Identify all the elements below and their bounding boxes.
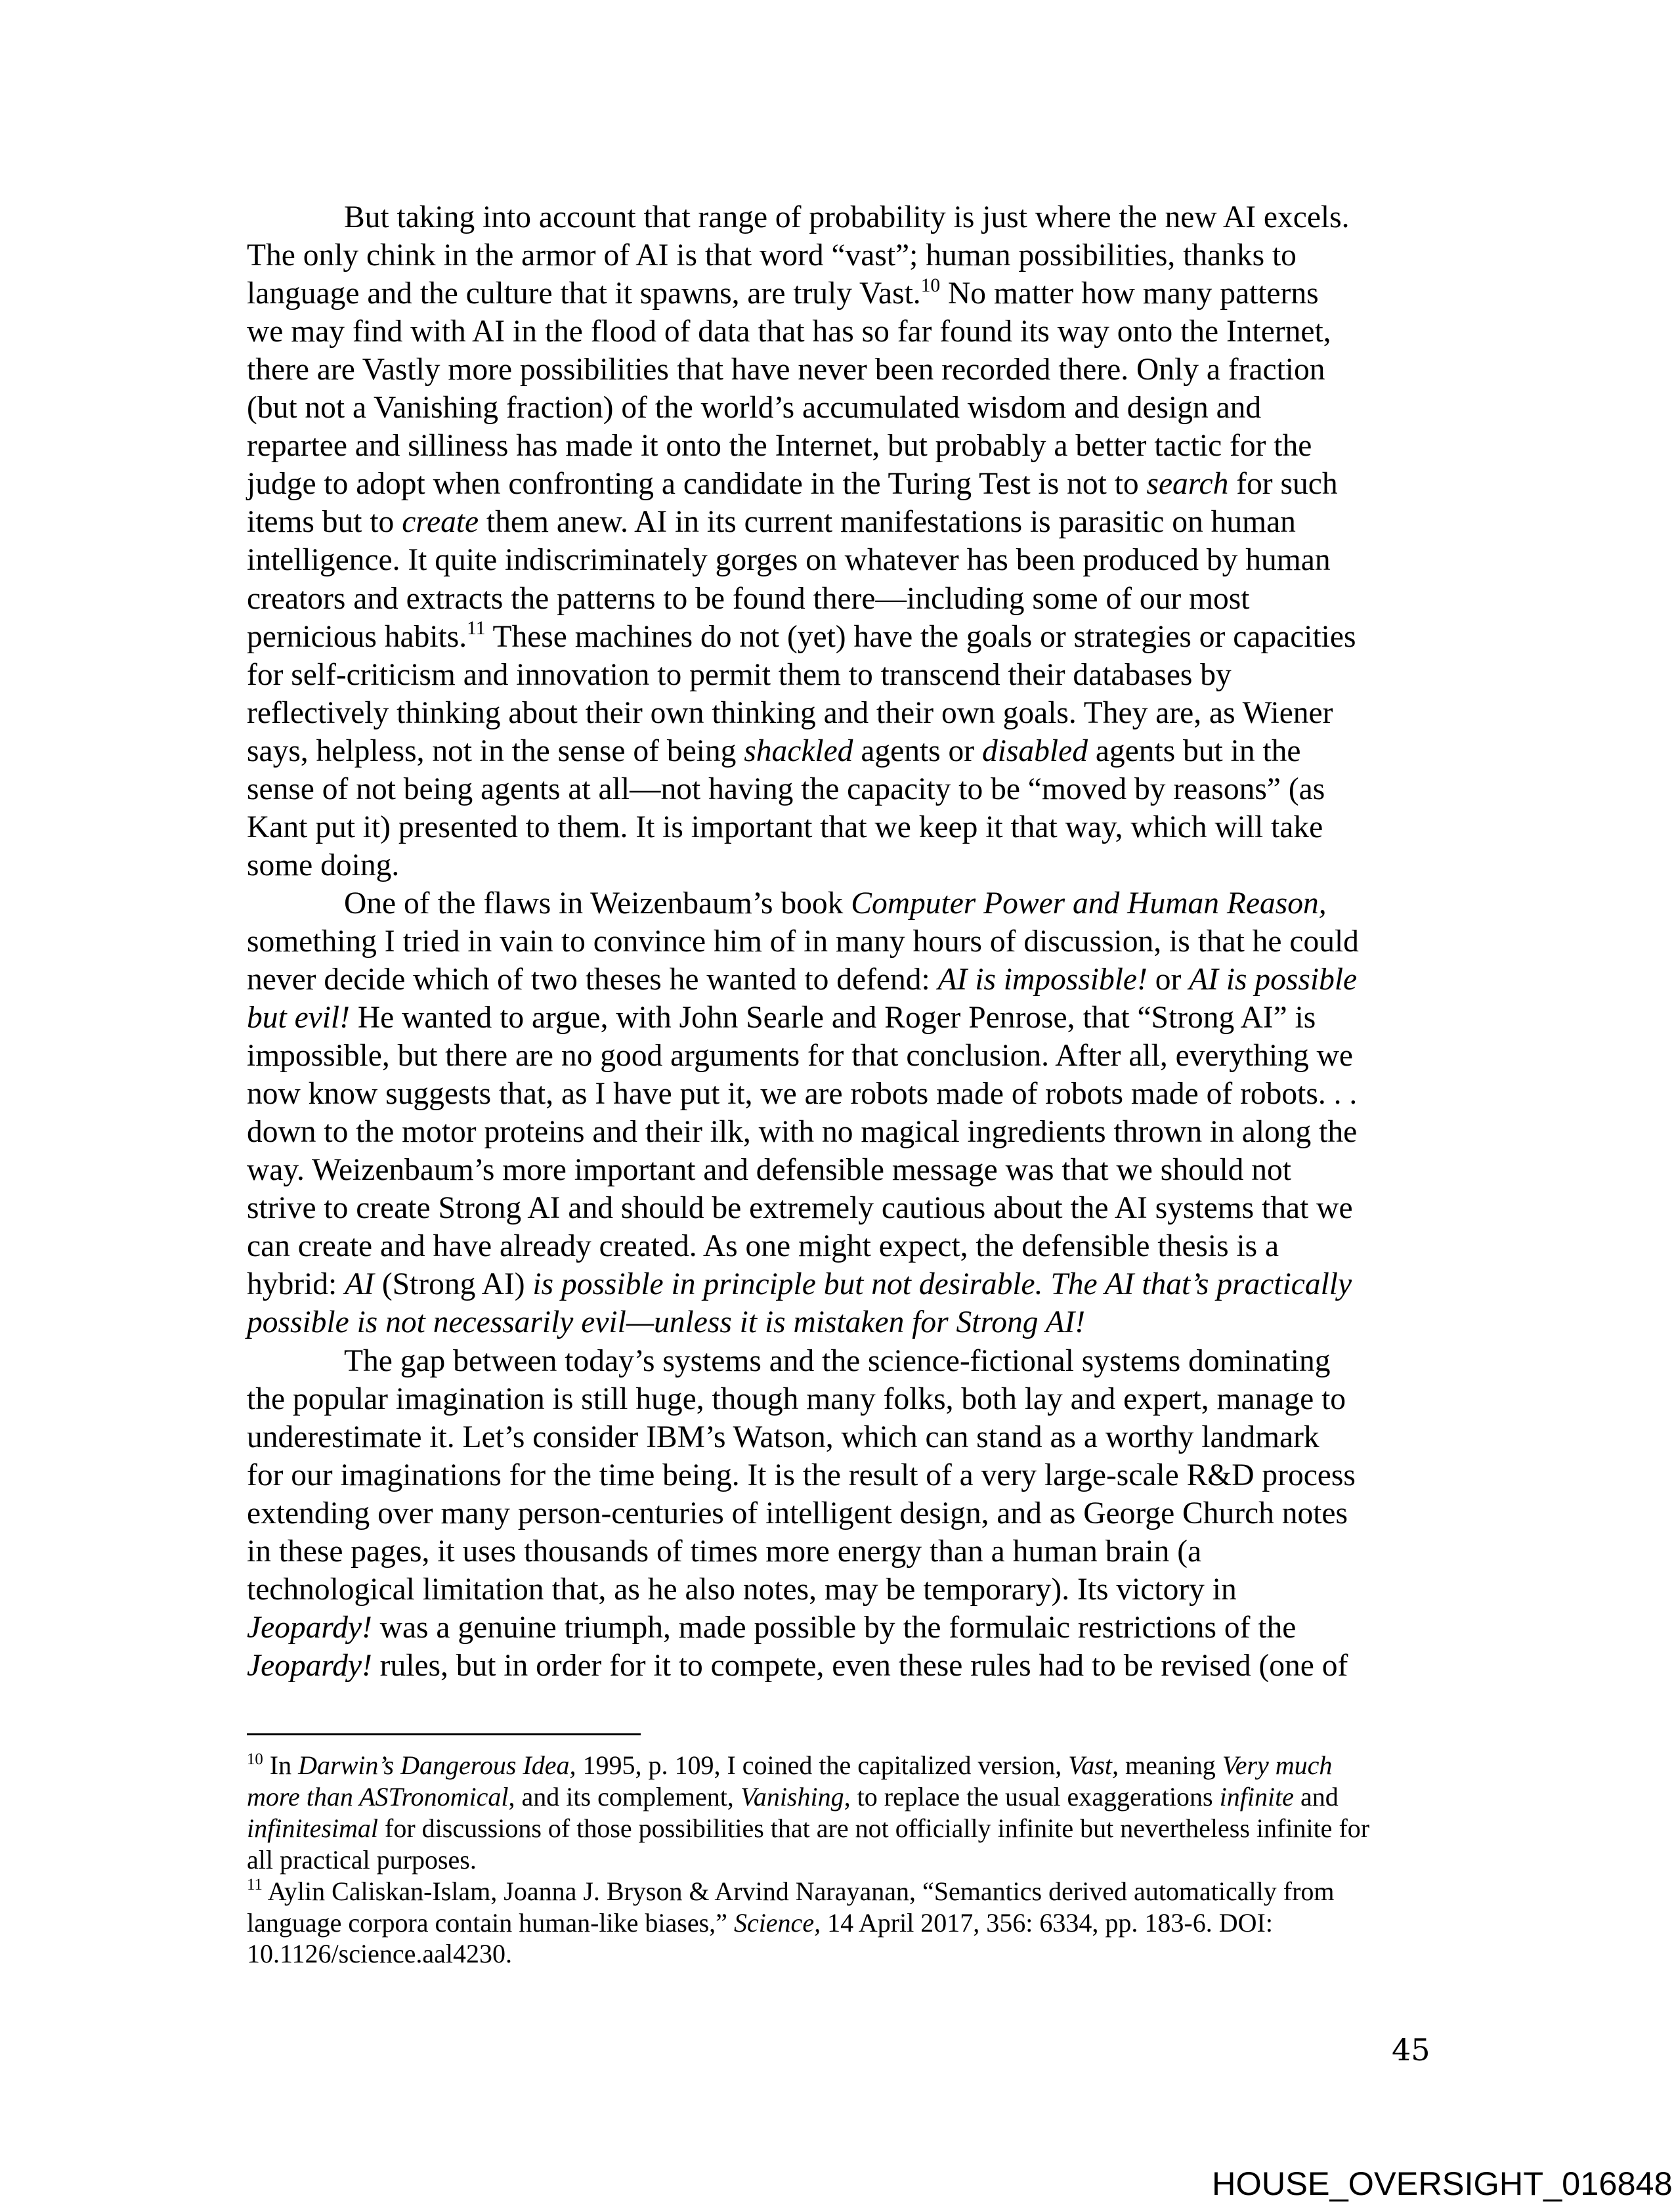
text-run: rules, but in order for it to compete, even these rules had to be revised (one of — [372, 1648, 1348, 1683]
text-run: (Strong AI) — [374, 1267, 533, 1302]
italic-text: AI — [345, 1267, 374, 1302]
body-line — [247, 236, 1297, 274]
body-line — [247, 1571, 1237, 1609]
text-run: the popular imagination is still huge, though many folks, both lay and expert, manage to — [247, 1381, 1346, 1416]
text-run: in these pages, it uses thousands of times more energy than a human brain (a — [247, 1534, 1202, 1569]
text-run: These machines do not (yet) have the goals or strategies or capacities — [485, 619, 1356, 654]
italic-text: Computer Power and Human Reason, — [851, 886, 1327, 921]
footnote-marker: 11 — [247, 1876, 263, 1894]
body-line — [247, 1151, 1291, 1189]
body-line — [247, 1456, 1356, 1494]
text-run: agents but in the — [1087, 733, 1301, 768]
text-run: says, helpless, not in the sense of being — [247, 733, 744, 768]
text-run: (but not a Vanishing fraction) of the world’s accumulated wisdom and design and — [247, 391, 1262, 425]
italic-text: Science, — [733, 1907, 821, 1938]
text-run: extending over many person-centuries of intelligent design, and as George Church notes — [247, 1496, 1348, 1530]
footnote-line — [247, 1813, 1369, 1844]
italic-text: create — [402, 505, 479, 540]
text-run: all practical purposes. — [247, 1844, 477, 1875]
italic-text: is possible in principle but not desirable. The AI that’s practically — [532, 1267, 1352, 1302]
body-line — [247, 351, 1325, 389]
text-run: technological limitation that, as he also notes, may be temporary). Its victory in — [247, 1572, 1237, 1607]
text-run: intelligence. It quite indiscriminately gorges on whatever has been produced by human — [247, 543, 1331, 578]
bates-stamp: HOUSE_OVERSIGHT_016848 — [1212, 2165, 1673, 2202]
text-run: The gap between today’s systems and the science-fictional systems dominating — [344, 1343, 1331, 1378]
text-run: 1995, p. 109, I coined the capitalized version, — [576, 1750, 1069, 1780]
italic-text: more than ASTronomical — [247, 1781, 509, 1811]
footnote-marker: 11 — [467, 618, 486, 640]
body-line — [247, 503, 1296, 541]
body-line — [247, 961, 1357, 999]
text-run: He wanted to argue, with John Searle and Roger Penrose, that “Strong AI” is — [349, 1001, 1316, 1035]
text-run: sense of not being agents at all—not having the capacity to be “moved by reasons” (as — [247, 771, 1325, 806]
text-run: them anew. AI in its current manifestations is parasitic on human — [479, 505, 1296, 540]
body-line — [247, 732, 1300, 770]
body-line — [247, 999, 1316, 1037]
text-run: never decide which of two theses he wanted to defend: — [247, 963, 938, 997]
body-line — [247, 770, 1325, 808]
footnote-line — [247, 1781, 1339, 1813]
text-run: language corpora contain human-like biases,” — [247, 1907, 734, 1938]
text-run: reflectively thinking about their own thinking and their own goals. They are, as Wiener — [247, 695, 1333, 730]
text-run: pernicious habits. — [247, 619, 467, 654]
text-run: or — [1147, 963, 1190, 997]
body-line — [247, 1418, 1320, 1456]
italic-text: Vanishing, — [740, 1781, 851, 1811]
footnote-line — [247, 1938, 512, 1970]
italic-text: but evil! — [247, 1001, 350, 1035]
italic-text: infinite — [1219, 1781, 1294, 1811]
body-line — [247, 1380, 1346, 1418]
text-run: repartee and silliness has made it onto the Internet, but probably a better tactic for the — [247, 429, 1312, 464]
text-run: something I tried in vain to convince him of in many hours of discussion, is that he could — [247, 924, 1359, 959]
italic-text: Darwin’s Dangerous Idea, — [298, 1750, 576, 1780]
body-line — [247, 694, 1333, 732]
body-line — [247, 1303, 1085, 1341]
body-line — [247, 427, 1312, 465]
text-run: some doing. — [247, 848, 400, 882]
footnote-line — [247, 1907, 1273, 1939]
body-line — [247, 846, 399, 884]
text-run: Kant put it) presented to them. It is important that we keep it that way, which will take — [247, 810, 1323, 844]
italic-text: infinitesimal — [247, 1813, 378, 1843]
text-run: judge to adopt when confronting a candidate in the Turing Test is not to — [247, 467, 1147, 502]
text-run: In — [263, 1750, 299, 1780]
body-line — [344, 1342, 1330, 1380]
text-run: One of the flaws in Weizenbaum’s book — [344, 886, 851, 921]
footnote-separator — [247, 1733, 641, 1735]
italic-text: disabled — [981, 733, 1088, 768]
text-run: now know suggests that, as I have put it, we are robots made of robots made of robots. . . — [247, 1077, 1358, 1112]
body-line — [247, 1609, 1296, 1647]
text-run: hybrid: — [247, 1267, 345, 1302]
text-run: , and its complement, — [508, 1781, 740, 1811]
body-line — [247, 618, 1356, 656]
text-run: can create and have already created. As one might expect, the defensible thesis is a — [247, 1229, 1279, 1264]
body-line — [247, 580, 1249, 618]
italic-text: Very much — [1222, 1750, 1333, 1780]
italic-text: search — [1146, 467, 1229, 502]
italic-text: shackled — [744, 733, 853, 768]
footnote-marker: 10 — [247, 1750, 263, 1768]
text-run: language and the culture that it spawns, are truly Vast. — [247, 276, 921, 311]
text-run: 14 April 2017, 356: 6334, pp. 183-6. DOI: — [821, 1907, 1273, 1938]
text-run: meaning — [1118, 1750, 1222, 1780]
body-line — [247, 1075, 1357, 1113]
text-run: and — [1293, 1781, 1339, 1811]
body-line — [247, 1647, 1348, 1685]
text-run: down to the motor proteins and their ilk, with no magical ingredients thrown in along the — [247, 1115, 1358, 1150]
body-line — [344, 884, 1327, 922]
text-run: items but to — [247, 505, 402, 540]
body-line — [247, 808, 1323, 846]
text-run: to replace the usual exaggerations — [850, 1781, 1220, 1811]
text-run: agents or — [853, 733, 982, 768]
italic-text: AI is impossible! — [937, 963, 1148, 997]
body-line — [247, 1113, 1357, 1151]
text-run: was a genuine triumph, made possible by the formulaic restrictions of the — [372, 1610, 1297, 1645]
footnote-line — [247, 1750, 1332, 1781]
text-run: for such — [1228, 467, 1338, 502]
body-line — [247, 1189, 1353, 1227]
text-run: No matter how many patterns — [940, 276, 1319, 311]
text-run: we may find with AI in the flood of data that has so far found its way onto the Internet, — [247, 314, 1331, 349]
text-run: creators and extracts the patterns to be found there—including some of our most — [247, 581, 1250, 616]
body-line — [247, 1037, 1353, 1075]
text-run: strive to create Strong AI and should be extremely cautious about the AI systems that we — [247, 1191, 1353, 1226]
italic-text: Vast, — [1068, 1750, 1119, 1780]
text-run: for self-criticism and innovation to permit them to transcend their databases by — [247, 657, 1232, 692]
italic-text: AI is possible — [1189, 963, 1358, 997]
text-run: way. Weizenbaum’s more important and defensible message was that we should not — [247, 1153, 1291, 1188]
body-line — [247, 656, 1232, 694]
italic-text: possible is not necessarily evil—unless it is mistaken for Strong AI! — [247, 1305, 1086, 1340]
footnote-line — [247, 1876, 1335, 1907]
text-run: for discussions of those possibilities that are not officially infinite but nevertheless infinite for — [378, 1813, 1370, 1843]
text-run: for our imaginations for the time being. It is the result of a very large-scale R&D process — [247, 1458, 1356, 1492]
body-line — [247, 313, 1331, 351]
text-run: But taking into account that range of probability is just where the new AI excels. — [344, 200, 1350, 234]
body-line — [247, 465, 1338, 503]
text-run: The only chink in the armor of AI is that word “vast”; human possibilities, thanks to — [247, 238, 1297, 273]
text-run: impossible, but there are no good arguments for that conclusion. After all, everything we — [247, 1039, 1353, 1073]
body-line — [247, 1227, 1279, 1265]
body-line — [247, 922, 1359, 961]
footnote-line — [247, 1844, 477, 1876]
body-line — [247, 1532, 1201, 1571]
text-run: underestimate it. Let’s consider IBM’s Watson, which can stand as a worthy landmark — [247, 1420, 1320, 1454]
body-line — [344, 198, 1349, 236]
body-line — [247, 1265, 1352, 1303]
text-run: there are Vastly more possibilities that have never been recorded there. Only a fraction — [247, 353, 1325, 387]
text-run: 10.1126/science.aal4230. — [247, 1939, 512, 1969]
body-line — [247, 389, 1261, 427]
footnote-marker: 10 — [920, 274, 941, 296]
page-number: 45 — [1392, 2032, 1430, 2068]
body-line — [247, 274, 1319, 313]
body-line — [247, 1494, 1348, 1532]
body-line — [247, 541, 1331, 579]
italic-text: Jeopardy! — [247, 1648, 372, 1683]
text-run: Aylin Caliskan-Islam, Joanna J. Bryson & Arvind Narayanan, “Semantics derived automatically from — [262, 1876, 1335, 1906]
italic-text: Jeopardy! — [247, 1610, 372, 1645]
